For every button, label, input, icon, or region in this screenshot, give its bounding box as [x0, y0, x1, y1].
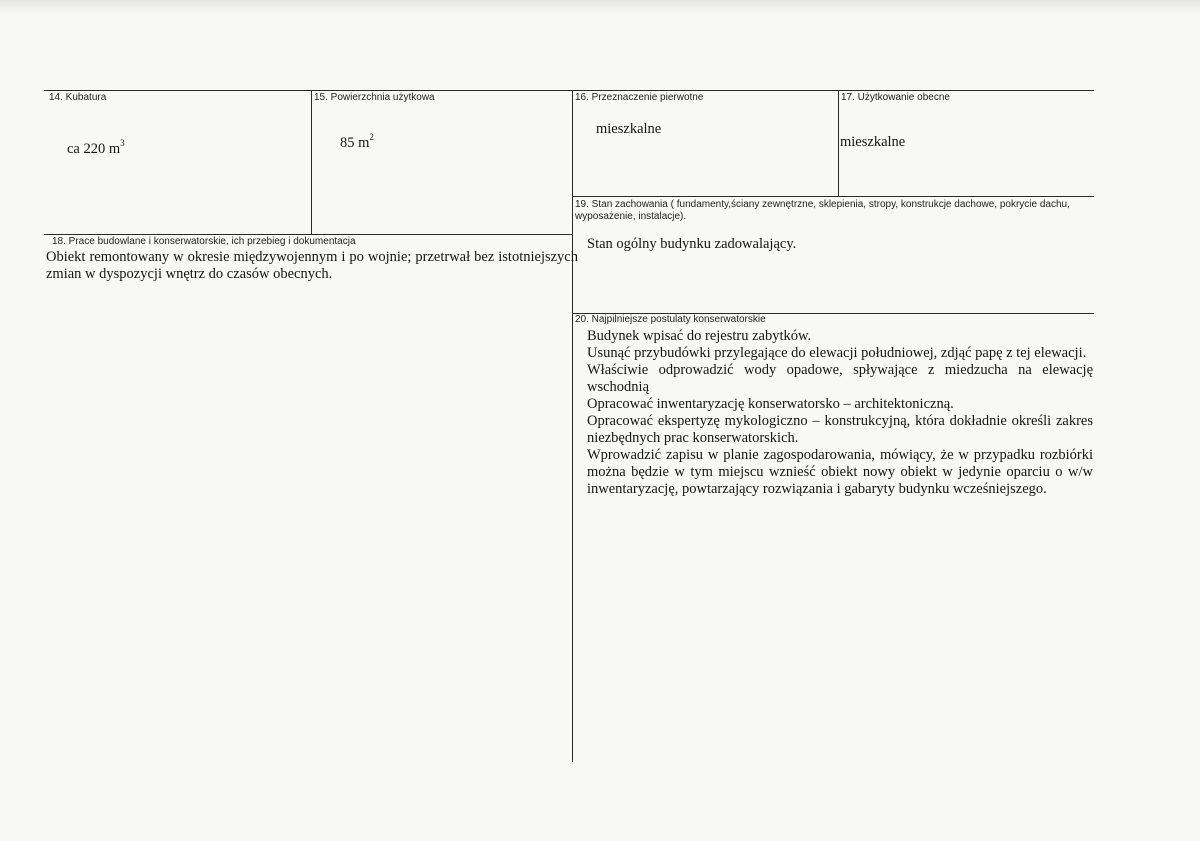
postulate-item: Właściwie odprowadzić wody opadowe, spływające z miedzucha na elewację wschodnią — [587, 362, 1093, 395]
rule-above-19 — [572, 196, 1094, 197]
field-16-value: mieszkalne — [596, 121, 662, 137]
divider-15-16-main — [572, 90, 573, 762]
field-18-label: 18. Prace budowlane i konserwatorskie, ich przebieg i dokumentacja — [52, 236, 356, 247]
field-17-value: mieszkalne — [840, 134, 906, 150]
postulate-item: Opracować inwentaryzację konserwatorsko – architektoniczną. — [587, 396, 954, 412]
field-14-value — [67, 138, 125, 158]
scan-top-edge — [0, 0, 1200, 14]
postulates-list — [587, 328, 1093, 498]
postulate-item: Budynek wpisać do rejestru zabytków. — [587, 328, 812, 344]
postulate-item: Opracować ekspertyzę mykologiczno – konstrukcyjną, która dokładnie określi zakres niezbędnych prac konserwatorskich. — [587, 413, 1093, 446]
field-15-value — [340, 132, 374, 152]
field-19-value: Stan ogólny budynku zadowalający. — [587, 236, 797, 252]
divider-14-15 — [311, 90, 312, 234]
field-16-label: 16. Przeznaczenie pierwotne — [575, 92, 704, 103]
kubatura-value: ca 220 m — [67, 141, 121, 157]
field-20-label: 20. Najpilniejsze postulaty konserwatorskie — [575, 314, 766, 325]
kubatura-unit-exponent: 3 — [120, 138, 125, 148]
postulate-item: Usunąć przybudówki przylegające do elewacji południowej, zdjąć papę z tej elewacji. — [587, 345, 1087, 361]
postulate-item: Wprowadzić zapisu w planie zagospodarowania, mówiący, że w przypadku rozbiórki można będzie w tym miejscu wznieść obiekt nowy obiekt w jedynie oparciu o w/w inwentaryzację, powtarzający rozwiązania i gabaryty budynku wcześniejszego. — [587, 447, 1093, 497]
divider-16-17 — [838, 90, 839, 196]
field-19-label: 19. Stan zachowania ( fundamenty,ściany zewnętrzne, sklepienia, stropy, konstrukcje dachowe, pokrycie dachu, wyposażenie, instalacje). — [575, 199, 1070, 222]
field-17-label: 17. Użytkowanie obecne — [841, 92, 950, 103]
rule-above-18 — [44, 234, 572, 235]
area-unit-exponent: 2 — [369, 132, 374, 142]
area-value: 85 m — [340, 135, 370, 151]
field-18-text: Obiekt remontowany w okresie międzywojennym i po wojnie; przetrwał bez istotniejszych zmian w dyspozycji wnętrz do czasów obecnych. — [46, 249, 578, 282]
field-14-label: 14. Kubatura — [49, 92, 107, 103]
field-15-label: 15. Powierzchnia użytkowa — [314, 92, 435, 103]
top-rule — [44, 90, 1094, 91]
